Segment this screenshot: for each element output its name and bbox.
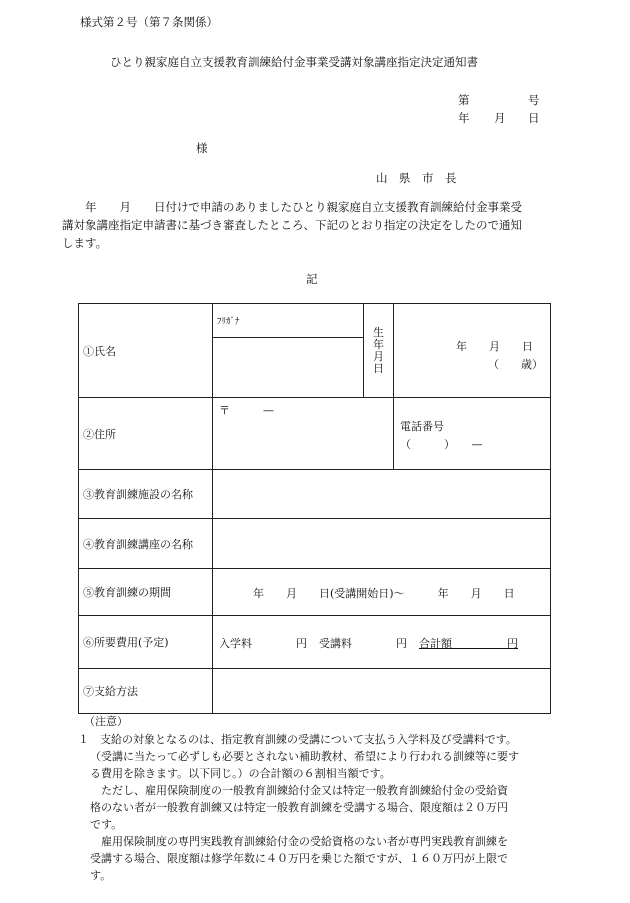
birthdate-format: 年 月 日: [456, 340, 533, 353]
row-period: [79, 569, 551, 616]
doc-number-suffix: 号: [528, 93, 540, 107]
birth-char-3: 月: [373, 349, 384, 363]
addressee-honorific: 様: [196, 141, 208, 155]
phone-label: 電話番号: [400, 420, 444, 433]
facility-field[interactable]: [213, 470, 551, 519]
body-line-1: 年 月 日付けで申請のありましたひとり親家庭自立支援教育訓練給付金事業受: [62, 200, 522, 214]
postal-code: 〒 —: [219, 404, 274, 417]
period-field[interactable]: [213, 569, 551, 616]
issuer: 山 県 市 長: [376, 171, 457, 185]
facility-label: ③教育訓練施設の名称: [79, 470, 213, 519]
age-format: （ 歳）: [488, 358, 543, 371]
period-label: ⑤教育訓練の期間: [79, 569, 213, 616]
birthdate-field[interactable]: [394, 304, 551, 398]
row-course: [79, 519, 551, 569]
name-label: ①氏名: [79, 304, 213, 398]
body-line-3: します。: [62, 236, 108, 250]
phone-field[interactable]: [394, 398, 551, 470]
tuition-fee: 受講料 円: [319, 637, 407, 650]
name-field[interactable]: [213, 304, 364, 398]
row-name: [79, 304, 551, 398]
document-title: ひとり親家庭自立支援教育訓練給付金事業受講対象講座指定決定通知書: [110, 55, 478, 69]
furigana-field[interactable]: [213, 304, 363, 338]
cost-label: ⑥所要費用(予定): [79, 616, 213, 669]
row-address: [79, 398, 551, 470]
furigana-label: ﾌﾘｶﾞﾅ: [217, 317, 240, 327]
notice-table: [78, 303, 551, 714]
doc-day: 日: [528, 111, 540, 125]
birthdate-label: [364, 304, 394, 398]
form-number: 様式第２号（第７条関係）: [80, 15, 218, 29]
note-line-7: 雇用保険制度の専門実践教育訓練給付金の受給資格のない者が専門実践教育訓練を: [90, 835, 508, 848]
note-line-9: す。: [90, 869, 112, 882]
note-line-3: る費用を除きます。以下同じ。）の合計額の６割相当額です。: [90, 767, 391, 780]
birth-char-1: 生: [373, 325, 384, 339]
row-facility: [79, 470, 551, 519]
address-field[interactable]: [213, 398, 394, 470]
address-label: ②住所: [79, 398, 213, 470]
row-payment: [79, 669, 551, 714]
ki-heading: 記: [306, 272, 318, 286]
birth-char-2: 年: [373, 337, 384, 351]
total-fee: 合計額 円: [419, 637, 518, 650]
course-label: ④教育訓練講座の名称: [79, 519, 213, 569]
payment-field[interactable]: [213, 669, 551, 714]
note-line-1: １ 支給の対象となるのは、指定教育訓練の受講について支払う入学料及び受講料です。: [78, 733, 517, 746]
note-line-5: 格のない者が一般教育訓練又は特定一般教育訓練を受講する場合、限度額は２０万円: [90, 801, 508, 814]
doc-month: 月: [494, 111, 506, 125]
note-line-2: （受講に当たって必ずしも必要とされない補助教材、希望により行われる訓練等に要す: [90, 750, 519, 763]
doc-number-prefix: 第: [458, 93, 470, 107]
row-cost: [79, 616, 551, 669]
notes-heading: （注意）: [84, 715, 128, 728]
note-line-6: です。: [90, 818, 123, 831]
doc-year: 年: [458, 111, 470, 125]
body-line-2: 講対象講座指定申請書に基づき審査したところ、下記のとおり指定の決定をしたので通知: [62, 218, 522, 232]
phone-format: （ ） —: [400, 438, 483, 451]
note-line-4: ただし、雇用保険制度の一般教育訓練給付金又は特定一般教育訓練給付金の受給資: [90, 784, 508, 797]
payment-label: ⑦支給方法: [79, 669, 213, 714]
course-field[interactable]: [213, 519, 551, 569]
period-format: 年 月 日(受講開始日)～ 年 月 日: [253, 587, 515, 600]
entrance-fee: 入学料 円: [219, 637, 307, 650]
note-line-8: 受講する場合、限度額は修学年数に４０万円を乗じた額ですが、１６０万円が上限で: [90, 852, 508, 865]
cost-field[interactable]: [213, 616, 551, 669]
birth-char-4: 日: [373, 361, 384, 375]
